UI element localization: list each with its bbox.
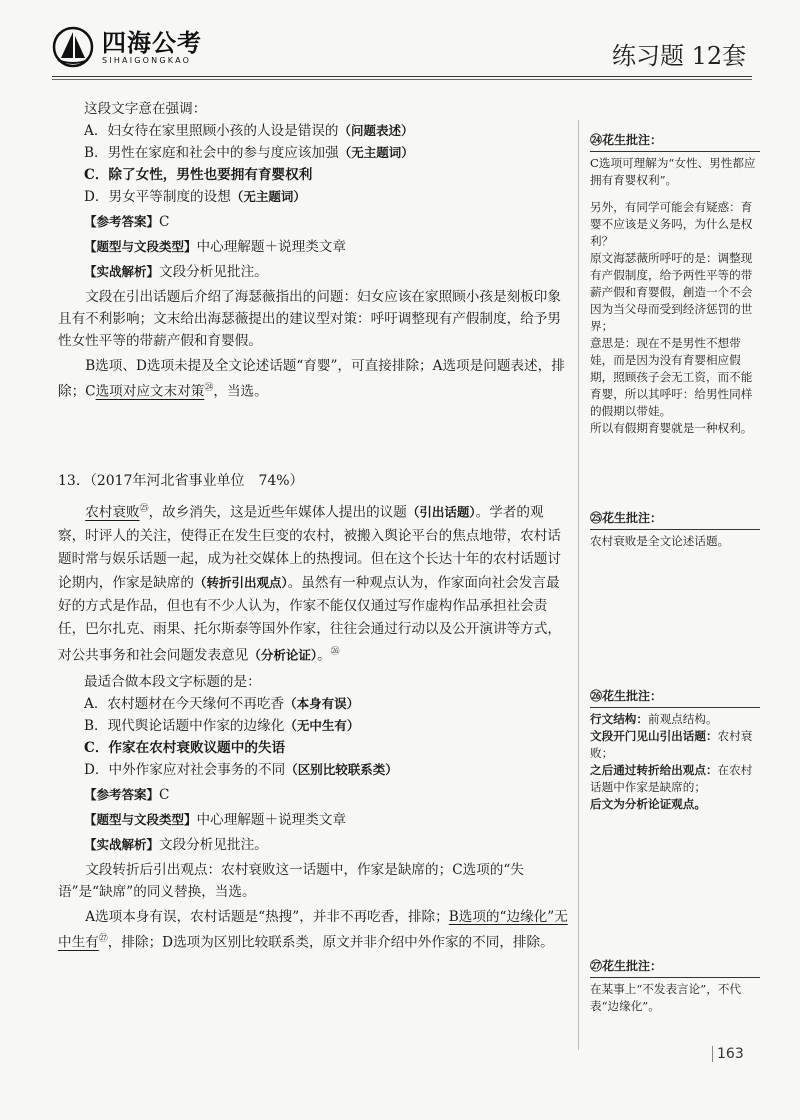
side-note-26 [590,688,760,813]
side-note-24 [590,132,760,437]
q12-answer: 【参考答案】C [84,214,170,230]
q13-analysis-para-2: A选项本身有误，农村话题是“热搜”，并非不再吃香，排除；B选项的“边缘化”无中生有$^㉗$，排除；D选项为区别比较联系类，原文并非介绍中外作家的不同，排除。 [58,909,568,951]
q12-option-a: A．妇女待在家里照顾小孩的人设是错误的（问题表述） [84,123,414,139]
q13-analysis: 【实战解析】文段分析见批注。 [84,837,268,854]
note-27-title: ㉗花生批注： [590,958,760,978]
page-header [0,0,800,90]
note-24-line: 意思是：现在不是男性不想带娃，而是因为没有育婴相应假期，照顾孩子会无工资，而不能育婴，所以其呼吁：给男性同样的假期以带娃。 [590,336,753,418]
note-26-title: ㉖花生批注： [590,688,760,708]
question-13-body [58,470,568,954]
note-24-line: 所以有假期育婴就是一种权利。 [590,421,753,435]
q13-prompt: 最适合做本段文字标题的是： [84,674,261,691]
side-note-27 [590,958,760,1015]
note-25-title: ㉕花生批注： [590,510,760,530]
note-27-line: 在某事上“不发表言论”，不代表“边缘化”。 [590,982,741,1013]
logo-english-name: SIHAIGONGKAO [102,55,192,65]
brand-logo [52,26,202,68]
note-26-line: 之后通过转折给出观点：在农村话题中作家是缺席的； [590,763,753,794]
q13-heading: 13．（2017年河北省事业单位 74%） [58,473,304,489]
q12-analysis-para-2: B选项、D选项未提及全文论述话题“育婴”，可直接排除；A选项是问题表述，排除；C选项对应文末对策$^㉔$，当选。 [58,358,565,400]
note-26-line: 文段开门见山引出话题：农村衰败； [590,729,753,760]
note-26-line: 后文为分析论证观点。 [590,797,706,811]
header-title: 练习题 12套 [612,42,747,70]
q12-prompt: 这段文字意在强调： [84,101,207,117]
q13-answer: 【参考答案】C [84,787,170,804]
q13-type: 【题型与文段类型】中心理解题＋说理类文章 [84,812,347,829]
note-24-title: ㉔花生批注： [590,132,760,152]
q12-type: 【题型与文段类型】中心理解题＋说理类文章 [84,239,347,255]
q13-option-a: A．农村题材在今天缘何不再吃香（本身有误） [84,696,360,713]
note-24-line: 另外，有同学可能会有疑惑：育婴不应该是义务吗，为什么是权利？ [590,200,753,248]
q12-analysis-para-1: 文段在引出话题后介绍了海瑟薇指出的问题：妇女应该在家照顾小孩是刻板印象且有不利影响；文末给出海瑟薇提出的建议型对策：呼吁调整现有产假制度，给予男性女性平等的带薪产假和育婴假。 [58,289,561,349]
q13-analysis-para-1: 文段转折后引出观点：农村衰败这一话题中，作家是缺席的；C选项的“失语”是“缺席”的同义替换，当选。 [58,862,524,901]
q13-option-b: B．现代舆论话题中作家的边缘化（无中生有） [84,718,360,735]
q12-option-c: C．除了女性，男性也要拥有育婴权利 [84,167,313,183]
q13-passage: 农村衰败$^㉕$，故乡消失，这是近些年媒体人提出的议题（引出话题）。学者的观察，时评人的关注，使得正在发生巨变的农村，被搬入舆论平台的焦点地带，农村话题时常与娱乐话题一起，成为社交媒体上的热搜词。但在这个长达十年的农村话题讨论期内，作家是缺席的（转折引出观点）。虽然有一种观点认为，作家面向社会发言最好的方式是作品，但也有不少人认为，作家不能仅仅通过写作虚构作品承担社会责任，巴尔扎克、雨果、托尔斯泰等国外作家，往往会通过行动以及公开演讲等方式，对公共事务和社会问题发表意见（分析论证）。$^㉖$ [58,504,561,664]
q12-option-b: B．男性在家庭和社会中的参与度应该加强（无主题词） [84,145,414,161]
q12-analysis: 【实战解析】文段分析见批注。 [84,264,268,280]
header-divider-thin [52,79,752,80]
note-25-line: 农村衰败是全文论述话题。 [590,534,730,548]
q13-option-d: D．中外作家应对社会事务的不同（区别比较联系类） [84,762,398,779]
page-number: 163 [712,1046,744,1062]
side-note-25 [590,510,760,550]
q12-option-d: D．男女平等制度的设想（无主题词） [84,189,306,205]
sailboat-logo-icon [52,26,94,68]
note-24-line: C选项可理解为“女性、男性都应拥有育婴权利”。 [590,156,756,187]
logo-chinese-name: 四海公考 [102,28,202,57]
margin-divider [578,120,579,1050]
q13-option-c: C．作家在农村衰败议题中的失语 [84,740,286,757]
question-12-body [58,98,568,403]
header-divider [52,76,752,77]
note-26-line: 行文结构：前观点结构。 [590,712,718,726]
note-24-line: 原文海瑟薇所呼吁的是：调整现有产假制度，给予两性平等的带薪产假和育婴假，創造一个不会因为当父母而受到经济惩罚的世界； [590,251,753,333]
